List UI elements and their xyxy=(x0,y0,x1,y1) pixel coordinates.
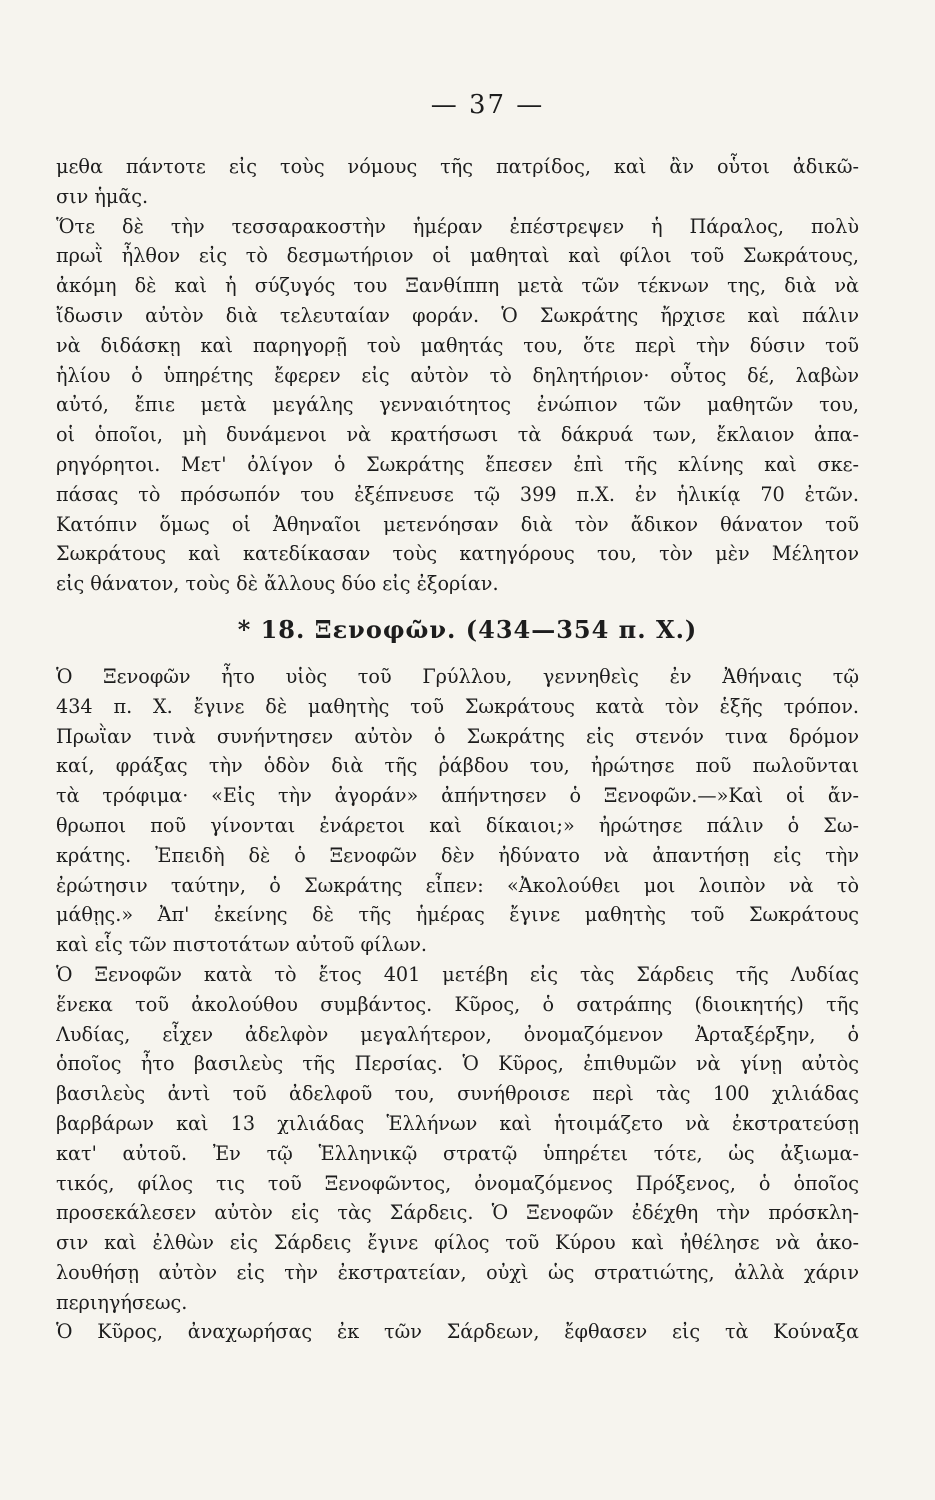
text-line: θρωποι ποῦ γίνονται ἐνάρετοι καὶ δίκαιοι;» ἠρώτησε πάλιν ὁ Σω- xyxy=(56,813,859,837)
text-line: κράτης. Ἐπειδὴ δὲ ὁ Ξενοφῶν δὲν ἠδύνατο νὰ ἀπαντήσῃ εἰς τὴν xyxy=(56,843,859,867)
text-line: Ὁ Κῦρος, ἀναχωρήσας ἐκ τῶν Σάρδεων, ἔφθασεν εἰς τὰ Κούναξα xyxy=(56,1320,859,1344)
text-line: τὰ τρόφιμα· «Εἰς τὴν ἀγοράν» ἀπήντησεν ὁ Ξενοφῶν.—»Καὶ οἱ ἄν- xyxy=(56,784,859,808)
text-line: ἕνεκα τοῦ ἀκολούθου συμβάντος. Κῦρος, ὁ σατράπης (διοικητής) τῆς xyxy=(56,992,859,1016)
text-line: προσεκάλεσεν αὐτὸν εἰς τὰς Σάρδεις. Ὁ Ξενοφῶν ἐδέχθη τὴν πρόσκλη- xyxy=(56,1201,859,1225)
text-line: πρωῒ ἦλθον εἰς τὸ δεσμωτήριον οἱ μαθηταὶ καὶ φίλοι τοῦ Σωκράτους, xyxy=(56,244,859,268)
section-heading: * 18. Ξενοφῶν. (434—354 π. Χ.) xyxy=(237,614,698,644)
text-line: ἴδωσιν αὐτὸν διὰ τελευταίαν φοράν. Ὁ Σωκράτης ἤρχισε καὶ πάλιν xyxy=(56,303,859,327)
text-line: βαρβάρων καὶ 13 χιλιάδας Ἑλλήνων καὶ ἡτοιμάζετο νὰ ἐκστρατεύσῃ xyxy=(56,1111,859,1135)
text-line: σιν ἡμᾶς. xyxy=(56,184,149,208)
text-line: Κατόπιν ὅμως οἱ Ἀθηναῖοι μετενόησαν διὰ τὸν ἄδικον θάνατον τοῦ xyxy=(56,512,859,536)
text-line: εἰς θάνατον, τοὺς δὲ ἄλλους δύο εἰς ἐξορίαν. xyxy=(56,572,499,596)
text-line: τικός, φίλος τις τοῦ Ξενοφῶντος, ὀνομαζόμενος Πρόξενος, ὁ ὁποῖος xyxy=(56,1171,859,1195)
text-line: ἐρώτησιν ταύτην, ὁ Σωκράτης εἶπεν: «Ἀκολούθει μοι λοιπὸν νὰ τὸ xyxy=(56,873,859,897)
text-line: λουθήσῃ αὐτὸν εἰς τὴν ἐκστρατείαν, οὐχὶ ὡς στρατιώτης, ἀλλὰ χάριν xyxy=(56,1260,859,1284)
text-line: νὰ διδάσκῃ καὶ παρηγορῇ τοὺ μαθητάς του, ὅτε περὶ τὴν δύσιν τοῦ xyxy=(56,333,859,357)
text-line: καὶ εἷς τῶν πιστοτάτων αὐτοῦ φίλων. xyxy=(56,933,427,957)
text-line: Σωκράτους καὶ κατεδίκασαν τοὺς κατηγόρους του, τὸν μὲν Μέλητον xyxy=(56,542,859,566)
text-line: μεθα πάντοτε εἰς τοὺς νόμους τῆς πατρίδος, καὶ ἂν οὗτοι ἀδικῶ- xyxy=(56,155,859,178)
text-line: ἀκόμη δὲ καὶ ἡ σύζυγός του Ξανθίππη μετὰ τῶν τέκνων της, διὰ νὰ xyxy=(56,274,859,298)
text-line: 434 π. Χ. ἔγινε δὲ μαθητὴς τοῦ Σωκράτους κατὰ τὸν ἑξῆς τρόπον. xyxy=(56,694,859,718)
text-line: περιηγήσεως. xyxy=(56,1290,188,1314)
text-line: πάσας τὸ πρόσωπόν του ἐξέπνευσε τῷ 399 π.Χ. ἐν ἡλικίᾳ 70 ἐτῶν. xyxy=(56,482,859,506)
text-line: καί, φράξας τὴν ὁδὸν διὰ τῆς ῥάβδου του, ἠρώτησε ποῦ πωλοῦνται xyxy=(56,754,859,778)
text-line: Ὁ Ξενοφῶν ἦτο υἱὸς τοῦ Γρύλλου, γεννηθεὶς ἐν Ἀθήναις τῷ xyxy=(56,664,859,688)
text-line: οἱ ὁποῖοι, μὴ δυνάμενοι νὰ κρατήσωσι τὰ δάκρυά των, ἔκλαιον ἀπα- xyxy=(56,423,859,447)
text-line: αὐτό, ἔπιε μετὰ μεγάλης γενναιότητος ἐνώπιον τῶν μαθητῶν του, xyxy=(56,393,859,417)
text-line: Πρωῒαν τινὰ συνήντησεν αὐτὸν ὁ Σωκράτης εἰς στενόν τινα δρόμον xyxy=(56,724,859,748)
text-line: ρηγόρητοι. Μετ' ὀλίγον ὁ Σωκράτης ἔπεσεν ἐπὶ τῆς κλίνης καὶ σκε- xyxy=(56,452,859,476)
section-xenophon xyxy=(56,662,859,1347)
text-line: Ὅτε δὲ τὴν τεσσαρακοστὴν ἡμέραν ἐπέστρεψεν ἡ Πάραλος, πολὺ xyxy=(56,214,859,238)
text-line: ὁποῖος ἦτο βασιλεὺς τῆς Περσίας. Ὁ Κῦρος, ἐπιθυμῶν νὰ γίνῃ αὐτὸς xyxy=(56,1052,859,1076)
text-line: μάθῃς.» Ἀπ' ἐκείνης δὲ τῆς ἡμέρας ἔγινε μαθητὴς τοῦ Σωκράτους xyxy=(56,903,859,927)
text-line: ἡλίου ὁ ὑπηρέτης ἔφερεν εἰς αὐτὸν τὸ δηλητήριον· οὗτος δέ, λαβὼν xyxy=(56,363,859,387)
text-line: σιν καὶ ἐλθὼν εἰς Σάρδεις ἔγινε φίλος τοῦ Κύρου καὶ ἠθέλησε νὰ ἀκο- xyxy=(56,1231,859,1255)
text-line: βασιλεὺς ἀντὶ τοῦ ἀδελφοῦ του, συνήθροισε περὶ τὰς 100 χιλιάδας xyxy=(56,1082,859,1106)
section-socrates-death xyxy=(56,152,859,599)
text-line: κατ' αὐτοῦ. Ἐν τῷ Ἑλληνικῷ στρατῷ ὑπηρέτει τότε, ὡς ἀξιωμα- xyxy=(56,1141,859,1165)
text-line: Ὁ Ξενοφῶν κατὰ τὸ ἔτος 401 μετέβη εἰς τὰς Σάρδεις τῆς Λυδίας xyxy=(56,962,859,986)
text-line: Λυδίας, εἶχεν ἀδελφὸν μεγαλήτερον, ὀνομαζόμενον Ἀρταξέρξην, ὁ xyxy=(56,1022,859,1046)
page-number: — 37 — xyxy=(430,90,545,120)
